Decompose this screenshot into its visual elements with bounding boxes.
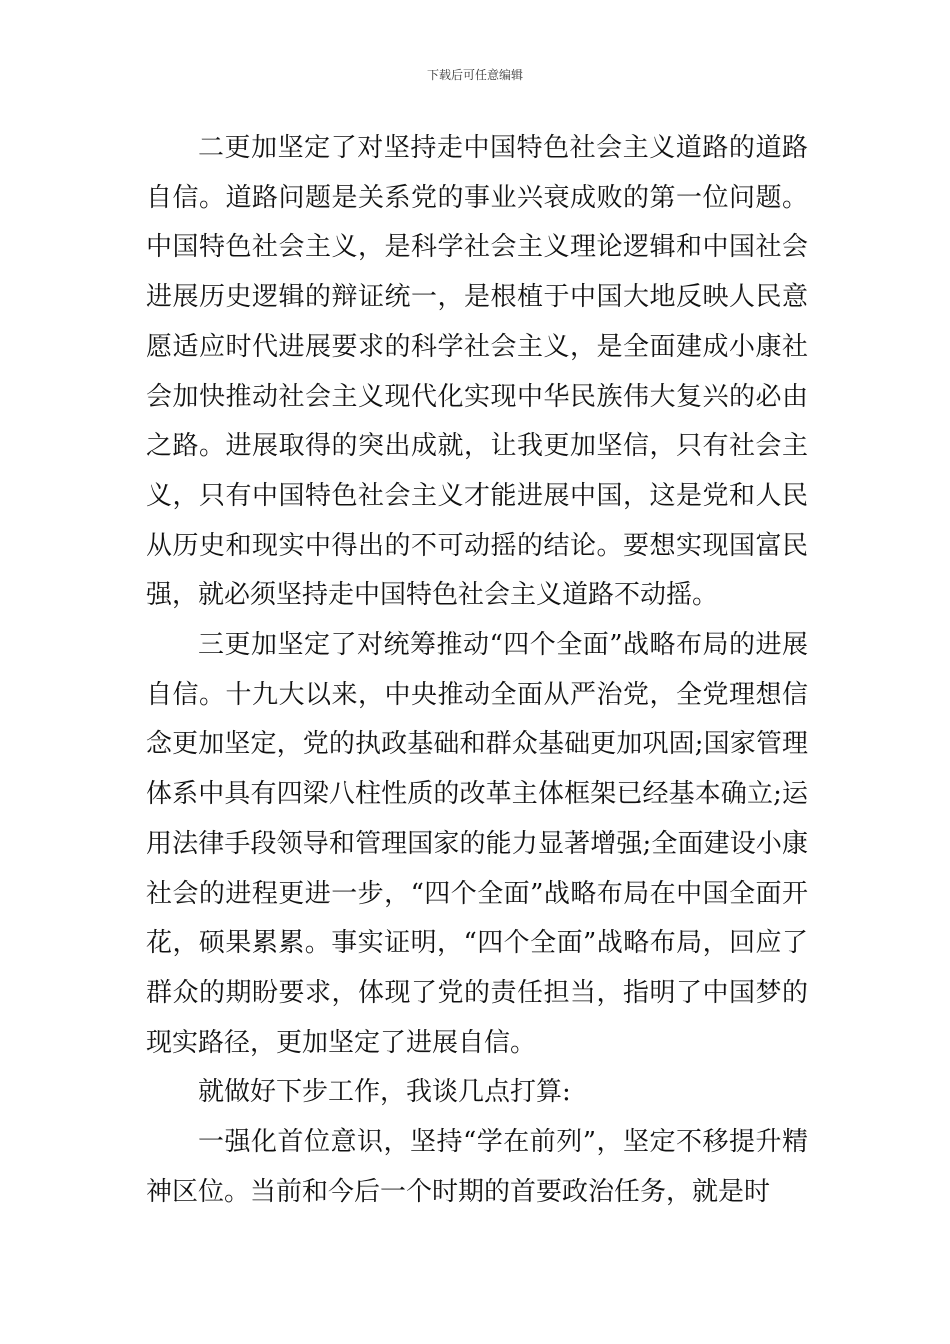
document-body xyxy=(146,124,808,1217)
page-header: 下载后可任意编辑 xyxy=(426,68,523,82)
paragraph-four-comprehensives: 三更加坚定了对统筹推动“四个全面”战略布局的进展自信。十九大以来，中央推动全面从严治党，全党理想信念更加坚定，党的执政基础和群众基础更加巩固;国家管理体系中具有四梁八柱性质的改革主体框架已经基本确立;运用法律手段领导和管理国家的能力显著增强;全面建设小康社会的进程更进一步，“四个全面”战略布局在中国全面开花，硕果累累。事实证明，“四个全面”战略布局，回应了群众的期盼要求，体现了党的责任担当，指明了中国梦的现实路径，更加坚定了进展自信。 xyxy=(146,630,808,1058)
paragraph-first-point: 一强化首位意识，坚持“学在前列”，坚定不移提升精神区位。当前和今后一个时期的首要政治任务，就是时 xyxy=(146,1127,808,1207)
paragraph-road-confidence: 二更加坚定了对坚持走中国特色社会主义道路的道路自信。道路问题是关系党的事业兴衰成败的第一位问题。中国特色社会主义，是科学社会主义理论逻辑和中国社会进展历史逻辑的辩证统一，是根植于中国大地反映人民意愿适应时代进展要求的科学社会主义，是全面建成小康社会加快推动社会主义现代化实现中华民族伟大复兴的必由之路。进展取得的突出成就，让我更加坚信，只有社会主义，只有中国特色社会主义才能进展中国，这是党和人民从历史和现实中得出的不可动摇的结论。要想实现国富民强，就必须坚持走中国特色社会主义道路不动摇。 xyxy=(146,133,808,611)
paragraph-next-steps-intro: 就做好下步工作，我谈几点打算: xyxy=(198,1077,571,1108)
